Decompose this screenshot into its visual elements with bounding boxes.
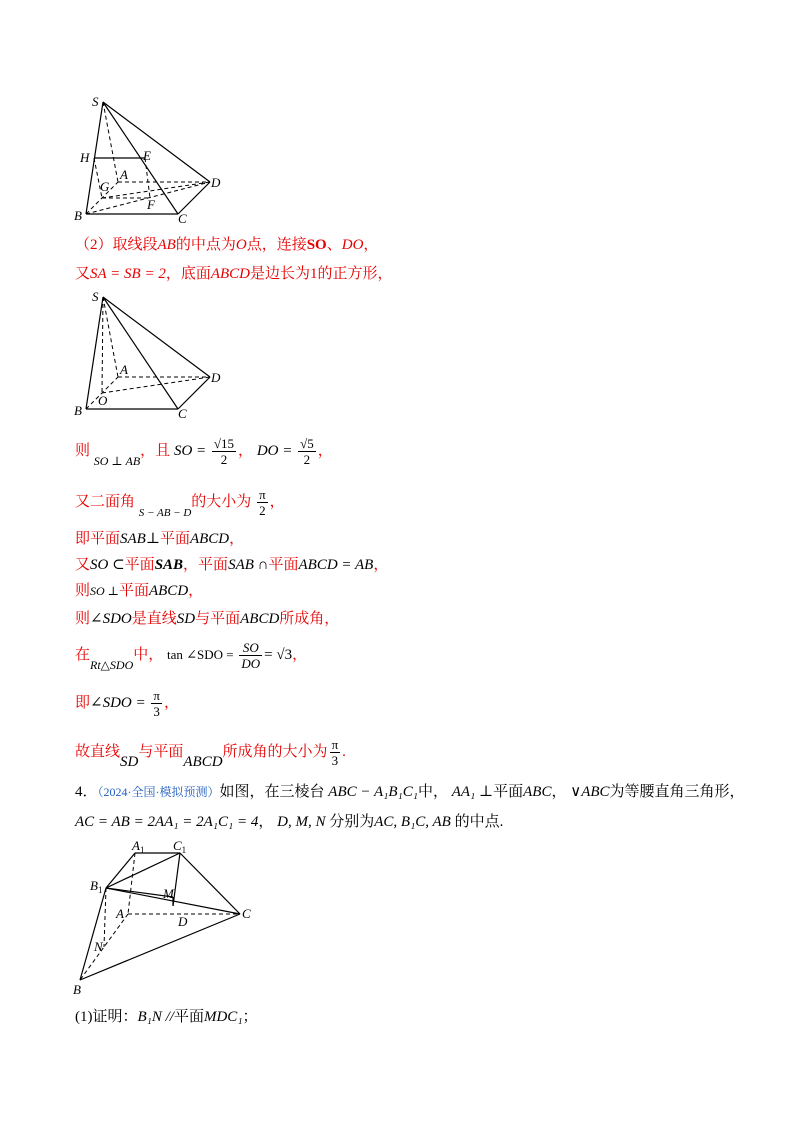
label-G: G — [100, 179, 110, 194]
label-O: O — [98, 393, 108, 408]
label-S: S — [92, 289, 99, 304]
label-C: C — [178, 211, 187, 226]
label-B: B — [74, 403, 82, 418]
label-N: N — [94, 939, 103, 954]
sol-line8: 则∠SDO是直线SD与平面ABCD所成角， — [75, 611, 340, 627]
label-H: H — [80, 150, 90, 165]
q4-line1: 4．（2024·全国·模拟预测）如图，在三棱台 ABC − A₁B₁C₁中， AA₁ ⊥平面ABC， ∨ABC为等腰直角三角形， — [75, 784, 745, 800]
label-B: B — [73, 982, 81, 997]
label-A: A — [116, 906, 124, 921]
label-E: E — [143, 148, 151, 163]
label-A: A — [120, 362, 128, 377]
label-D: D — [211, 370, 221, 385]
source-tag: （2024·全国·模拟预测） — [97, 785, 220, 799]
label-D: D — [178, 914, 188, 929]
label-C1: $C_1$ — [173, 838, 187, 855]
sol-line5: 即平面SAB⊥平面ABCD， — [75, 531, 245, 547]
sol-line4: 又二面角 $_{S - AB - D}$的大小为 $\frac{\pi}{2}$ ， — [75, 487, 285, 519]
frustum-figure — [70, 838, 270, 1000]
label-B1: $B_1$ — [90, 878, 103, 895]
part2-line1: （2）取线段AB的中点为O点，连接SO、DO， — [75, 237, 379, 253]
fraction: $\frac{\pi}{3}$ — [331, 737, 339, 768]
fraction: $\frac{\pi}{3}$ — [153, 688, 160, 719]
label-C: C — [242, 906, 251, 921]
label-S: S — [92, 94, 99, 109]
label-D: D — [211, 175, 221, 190]
label-M: M — [163, 886, 174, 901]
q4-line2: AC = AB = 2AA₁ = 2A₁C₁ = 4， D, M, N 分别为AC, B₁C, AB 的中点. — [75, 814, 504, 830]
fraction: $\frac{SO}{DO}$ — [241, 640, 261, 671]
label-A1: $A_1$ — [132, 838, 145, 855]
label-C: C — [178, 406, 187, 421]
fraction: $\frac{\pi}{2}$ — [259, 487, 266, 518]
fraction: $\frac{√5}{2}$ — [300, 436, 314, 467]
label-F: F — [147, 197, 155, 212]
sol-line9: 在$_{Rt\triangle SDO}$中， tan ∠SDO = $\frac{SO}{DO}$ = √3， — [75, 640, 308, 672]
sol-line3: 则 $_{SO \perp AB}$，且 SO = $\frac{√15}{2}$ ， DO = $\frac{√5}{2}$ ， — [75, 436, 333, 468]
sol-line7: 则SO ⊥平面ABCD， — [75, 583, 204, 599]
part2-line2: 又SA = SB = 2，底面ABCD是边长为1的正方形， — [75, 266, 393, 282]
label-B: B — [74, 208, 82, 223]
sol-line6: 又SO ⊂平面SAB，平面SAB ∩平面ABCD = AB， — [75, 557, 389, 573]
pyramid-figure-1 — [70, 92, 230, 227]
sol-line11: 故直线SD与平面ABCD所成角的大小为 $\frac{\pi}{3}$ . — [75, 737, 346, 770]
sol-line10: 即∠SDO = $\frac{\pi}{3}$ ， — [75, 688, 179, 719]
q4-line3: (1)证明：B₁N //平面MDC₁； — [75, 1009, 258, 1025]
pyramid-figure-2 — [70, 287, 230, 422]
fraction: $\frac{√15}{2}$ — [213, 436, 235, 467]
label-A: A — [120, 167, 128, 182]
